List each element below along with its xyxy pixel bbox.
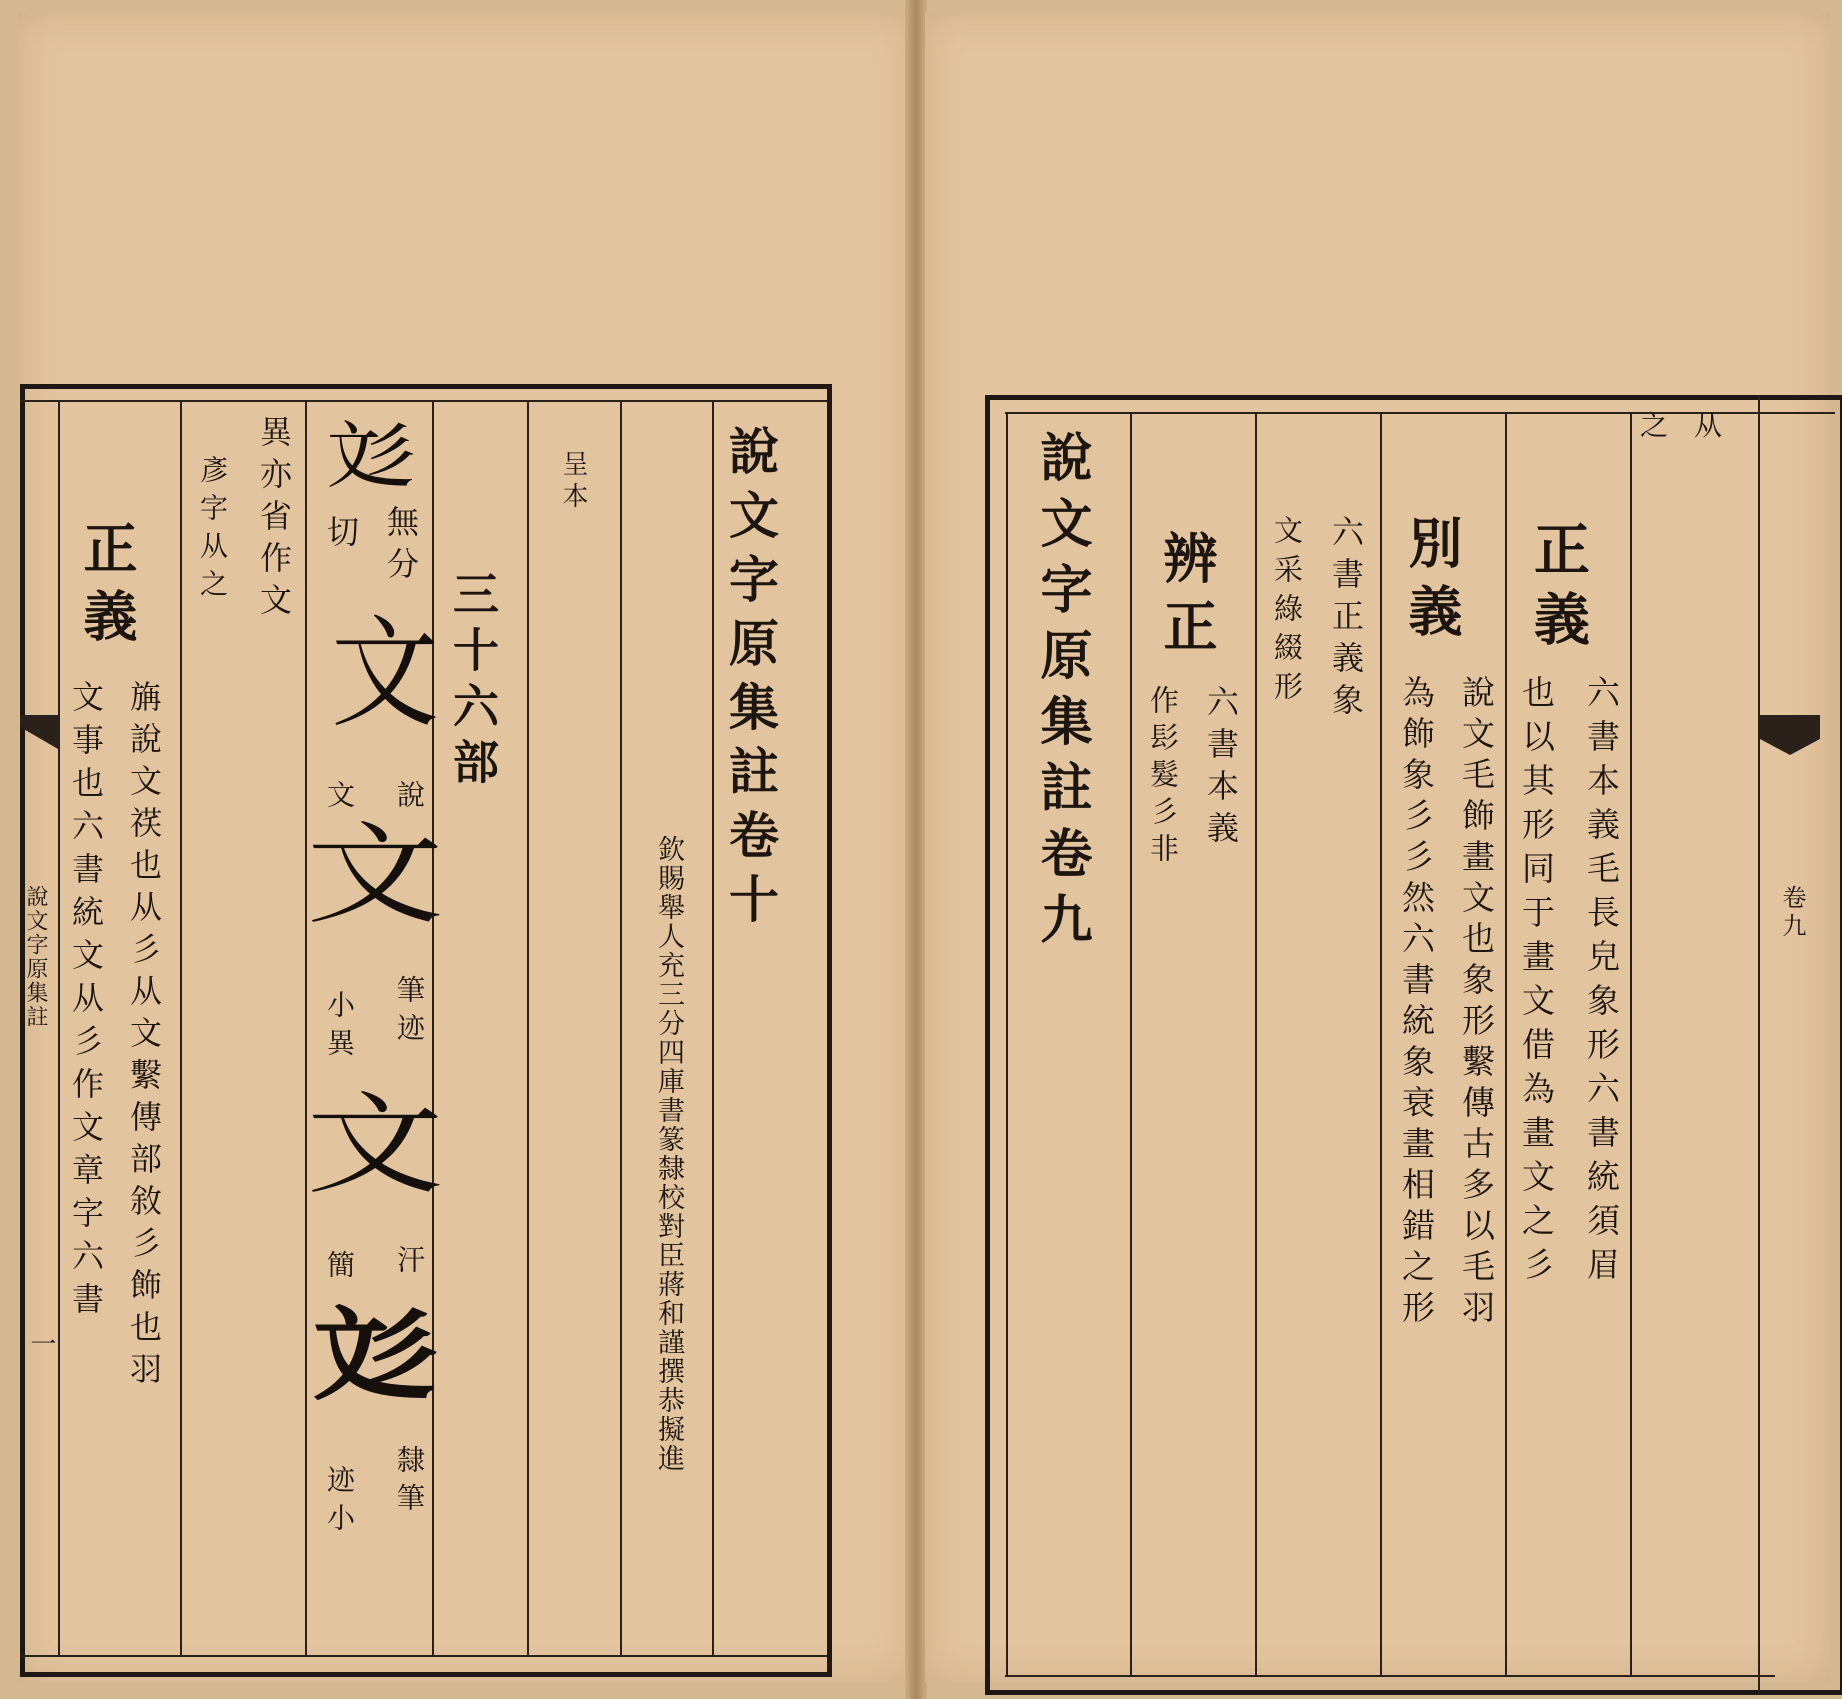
right-rule-5 [1505, 412, 1507, 1675]
left-rule-3 [432, 402, 434, 1655]
jian-label: 簡 [323, 1250, 356, 1288]
note-b: 彥字从之 [196, 455, 229, 607]
right-rule-2 [1130, 412, 1132, 1675]
bi-ji-label: 筆迹 [393, 975, 426, 1051]
li-bi-label: 隸筆 [393, 1445, 426, 1521]
bianzheng-head: 辨正 [1155, 530, 1219, 666]
left-rule-5 [620, 402, 622, 1655]
left-frame-inner-top [20, 400, 827, 402]
right-rule-4 [1380, 412, 1382, 1675]
shuowen-label: 說 [393, 780, 426, 818]
right-rule-1 [1006, 412, 1008, 1675]
han-label: 汗 [393, 1245, 426, 1283]
left-frame-inner-bottom [20, 1655, 827, 1657]
seal-char-large: 彣 [325, 414, 417, 498]
right-rule-3 [1255, 412, 1257, 1675]
right-margin-vol: 卷九 [1778, 885, 1806, 941]
right-col-6: 文采綠綴形 [1270, 515, 1304, 710]
left-zhengyi-col1: 㫋說文䄏也从彡从文繫傳部敘彡飾也羽 [125, 680, 163, 1394]
note-a: 異亦省作文 [255, 415, 293, 625]
left-margin-title: 說文字原集註 [23, 885, 48, 1029]
right-zhengyi-head: 正義 [1525, 520, 1591, 660]
right-col-3: 說文毛飾畫文也象形繫傳古多以毛羽 [1457, 675, 1496, 1331]
book-gutter [905, 0, 927, 1699]
left-rule-1 [180, 402, 182, 1655]
seal-form-small-1: 文 [331, 605, 439, 744]
bieyi-head: 別義 [1400, 515, 1464, 651]
seal-form-small-3: 文 [306, 1081, 444, 1209]
ji-xiao-label: 迹小 [323, 1465, 356, 1541]
compiler-credit: 欽賜舉人充三分四庫書篆隸校對臣蔣和謹撰恭擬進 [653, 835, 684, 1473]
presented-copy-label: 呈本 [558, 450, 588, 514]
right-col-8: 作髟髮彡非 [1146, 685, 1180, 870]
radical-count: 三十六部 [446, 570, 500, 794]
right-col-5: 六書正義象 [1327, 515, 1365, 725]
right-col-1: 六書本義毛長皃象形六書統須眉 [1582, 675, 1621, 1291]
xiao-yi-label: 小異 [323, 990, 356, 1066]
seal-form-clerical: 彣 [312, 1296, 438, 1414]
right-rule-margin [1758, 395, 1760, 1695]
right-col-7: 六書本義 [1202, 685, 1240, 853]
left-margin-page: 一 [26, 1330, 56, 1356]
left-zhengyi-head: 正義 [75, 520, 139, 656]
right-col-4: 為飾象彡彡然六書統象衰畫相錯之形 [1397, 675, 1436, 1331]
right-frame-inner-bottom [1005, 1675, 1775, 1677]
right-page-title: 說文字原集註卷九 [1031, 430, 1092, 958]
left-zhengyi-col2: 文事也六書統文从彡作文章字六書 [67, 680, 105, 1325]
right-rule-6 [1630, 412, 1632, 1675]
left-rule-4 [527, 402, 529, 1655]
left-rule-6 [712, 402, 714, 1655]
entry-head-chars: 無分 [382, 505, 420, 589]
entry-head-fanqie: 切 [322, 515, 360, 557]
right-col-2: 也以其形同于畫文借為畫文之彡 [1517, 675, 1556, 1291]
right-top-tag: 之从 [1640, 409, 1749, 442]
left-rule-2 [305, 402, 307, 1655]
left-page-title: 說文字原集註卷十 [721, 425, 780, 937]
seal-form-small-2: 文 [306, 811, 444, 939]
wen-label: 文 [323, 780, 356, 818]
left-rule-margin [58, 402, 60, 1655]
